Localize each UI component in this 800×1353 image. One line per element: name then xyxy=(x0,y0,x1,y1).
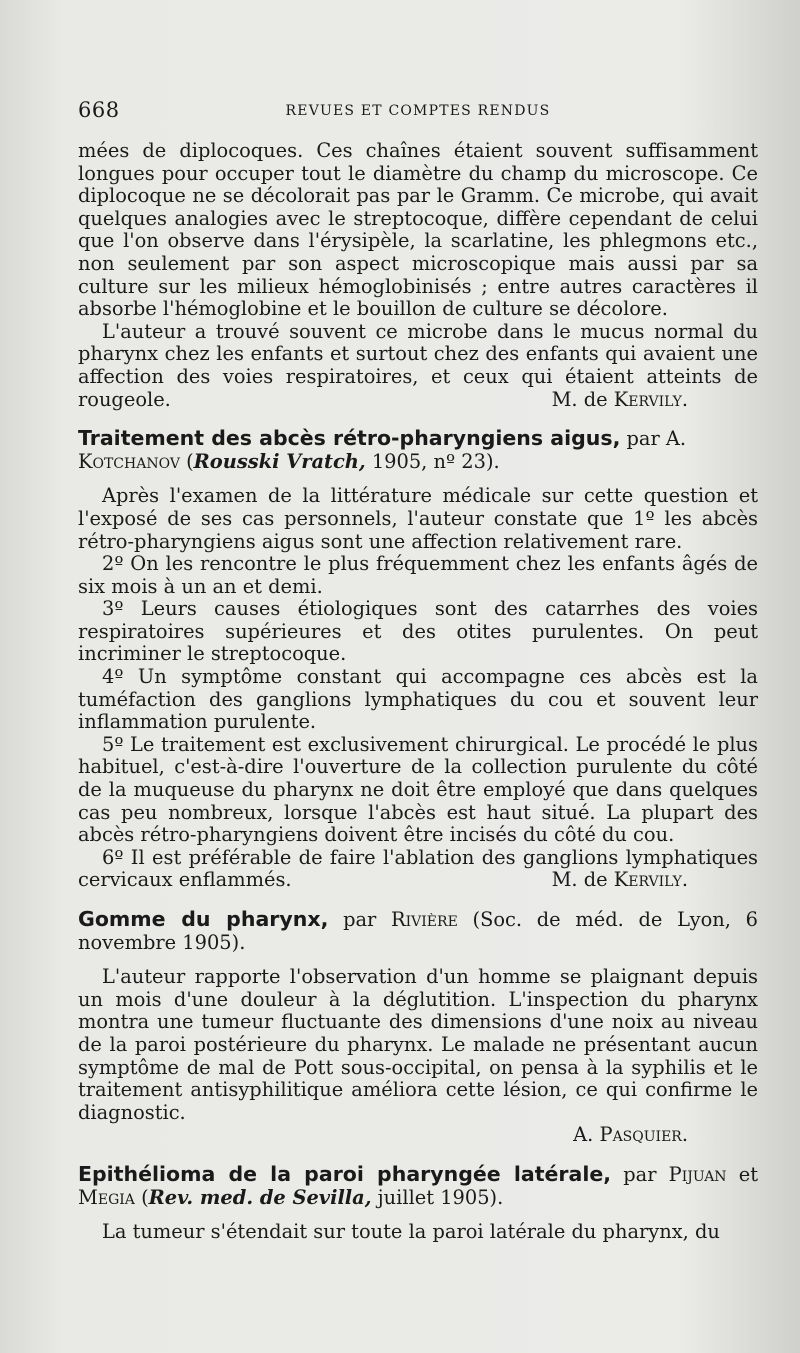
article-2-signature xyxy=(78,1124,758,1147)
article-1-heading xyxy=(78,427,758,473)
signature-name: Pasquier. xyxy=(599,1123,688,1147)
page-number: 668 xyxy=(78,98,120,122)
article-3-source: Rev. med. de Sevilla, xyxy=(148,1185,372,1209)
article-1-source: Rousski Vratch, xyxy=(193,449,366,473)
article-1-paragraph-1: Après l'examen de la littérature médicale sur cette question et l'exposé de ses cas personnels, l'auteur constate que 1º les abcès rétro-pharyngiens aigus sont une affection relativement rare. xyxy=(78,484,758,553)
page-body xyxy=(78,140,758,1244)
signature-prefix: A. xyxy=(573,1123,600,1147)
article-2-title: Gomme du pharynx, xyxy=(78,907,329,931)
article-1-source-rest: 1905, nº 23). xyxy=(365,449,500,473)
article-1-title: Traitement des abcès rétro-pharyngiens aigus, xyxy=(78,426,621,451)
signature-name: Kervily. xyxy=(613,868,688,892)
article-2-heading xyxy=(78,908,758,954)
article-1-source-open: ( xyxy=(179,449,194,473)
page-header xyxy=(78,98,758,126)
article-3-title: Epithélioma de la paroi pharyngée latérale, xyxy=(78,1161,612,1186)
article-3-author-2: Megia xyxy=(78,1185,135,1209)
article-1-author: Kotchanov xyxy=(78,449,180,473)
article-1-by: par A. xyxy=(620,427,687,451)
article-1-paragraph-4: 4º Un symptôme constant qui accompagne ces abcès est la tuméfaction des ganglions lymphatiques du cou et souvent leur inflammation purulente. xyxy=(78,665,758,734)
article-2-paragraph: L'auteur rapporte l'observation d'un homme se plaignant depuis un mois d'une douleur à la déglutition. L'inspection du pharynx montra une tumeur fluctuante des dimensions d'une noix au niveau de la paroi postérieure du pharynx. Le malade ne présentant aucun symptôme de mal de Pott sous-occipital, on pensa à la syphilis et le traitement antisyphilitique améliora cette lésion, ce qui confirme le diagnostic. xyxy=(78,965,758,1124)
intro-paragraph-2: L'auteur a trouvé souvent ce microbe dans le mucus normal du pharynx chez les enfants et surtout chez des enfants qui avaient une affection des voies respiratoires, et ceux qui étaient atteints de rougeole. xyxy=(78,319,758,411)
article-1-paragraph-5: 5º Le traitement est exclusivement chirurgical. Le procédé le plus habituel, c'est-à-dire l'ouverture de la collection purulente du côté de la muqueuse du pharynx ne doit être employé que dans quelques cas peu nombreux, lorsque l'abcès est haut situé. La plupart des abcès rétro-pharyngiens doivent être incisés du côté du cou. xyxy=(78,732,758,847)
article-2-source: (Soc. de méd. de Lyon, 6 novembre 1905). xyxy=(78,908,758,954)
signature-name: Kervily. xyxy=(613,387,688,411)
signature-prefix: M. de xyxy=(551,387,614,411)
article-3-author-1: Pijuan xyxy=(668,1162,727,1186)
article-3-paragraph: La tumeur s'étendait sur toute la paroi latérale du pharynx, du xyxy=(102,1220,720,1244)
article-3-by: par xyxy=(611,1162,669,1186)
article-3-and: et xyxy=(726,1162,758,1186)
running-head: REVUES ET COMPTES RENDUS xyxy=(285,103,551,119)
article-1-paragraph-3: 3º Leurs causes étiologiques sont des catarrhes des voies respiratoires supérieures et des otites purulentes. On peut incriminer le streptocoque. xyxy=(78,597,758,666)
intro-signature xyxy=(78,389,758,412)
article-3-heading xyxy=(78,1163,758,1209)
article-2-author: Rivière xyxy=(391,908,458,931)
intro-paragraph-1: mées de diplocoques. Ces chaînes étaient souvent suffisamment longues pour occuper tout le diamètre du champ du microscope. Ce diplocoque ne se décolorait pas par le Gramm. Ce microbe, qui avait quelques analogies avec le streptocoque, diffère cependant de celui que l'on observe dans l'érysipèle, la scarlatine, les phlegmons etc., non seulement par son aspect microscopique mais aussi par sa culture sur les milieux hémoglobinisés ; entre autres caractères il absorbe l'hémoglobine et le bouillon de culture se décolore. xyxy=(78,139,758,321)
article-1-paragraph-2: 2º On les rencontre le plus fréquemment chez les enfants âgés de six mois à un an et demi. xyxy=(78,552,758,598)
article-2-by: par xyxy=(328,908,392,931)
signature-prefix: M. de xyxy=(551,868,614,892)
article-3-source-open: ( xyxy=(134,1185,149,1209)
article-3-source-rest: juillet 1905). xyxy=(371,1185,504,1209)
article-1-paragraph-6: 6º Il est préférable de faire l'ablation des ganglions lymphatiques cervicaux enflammés. xyxy=(78,845,758,892)
